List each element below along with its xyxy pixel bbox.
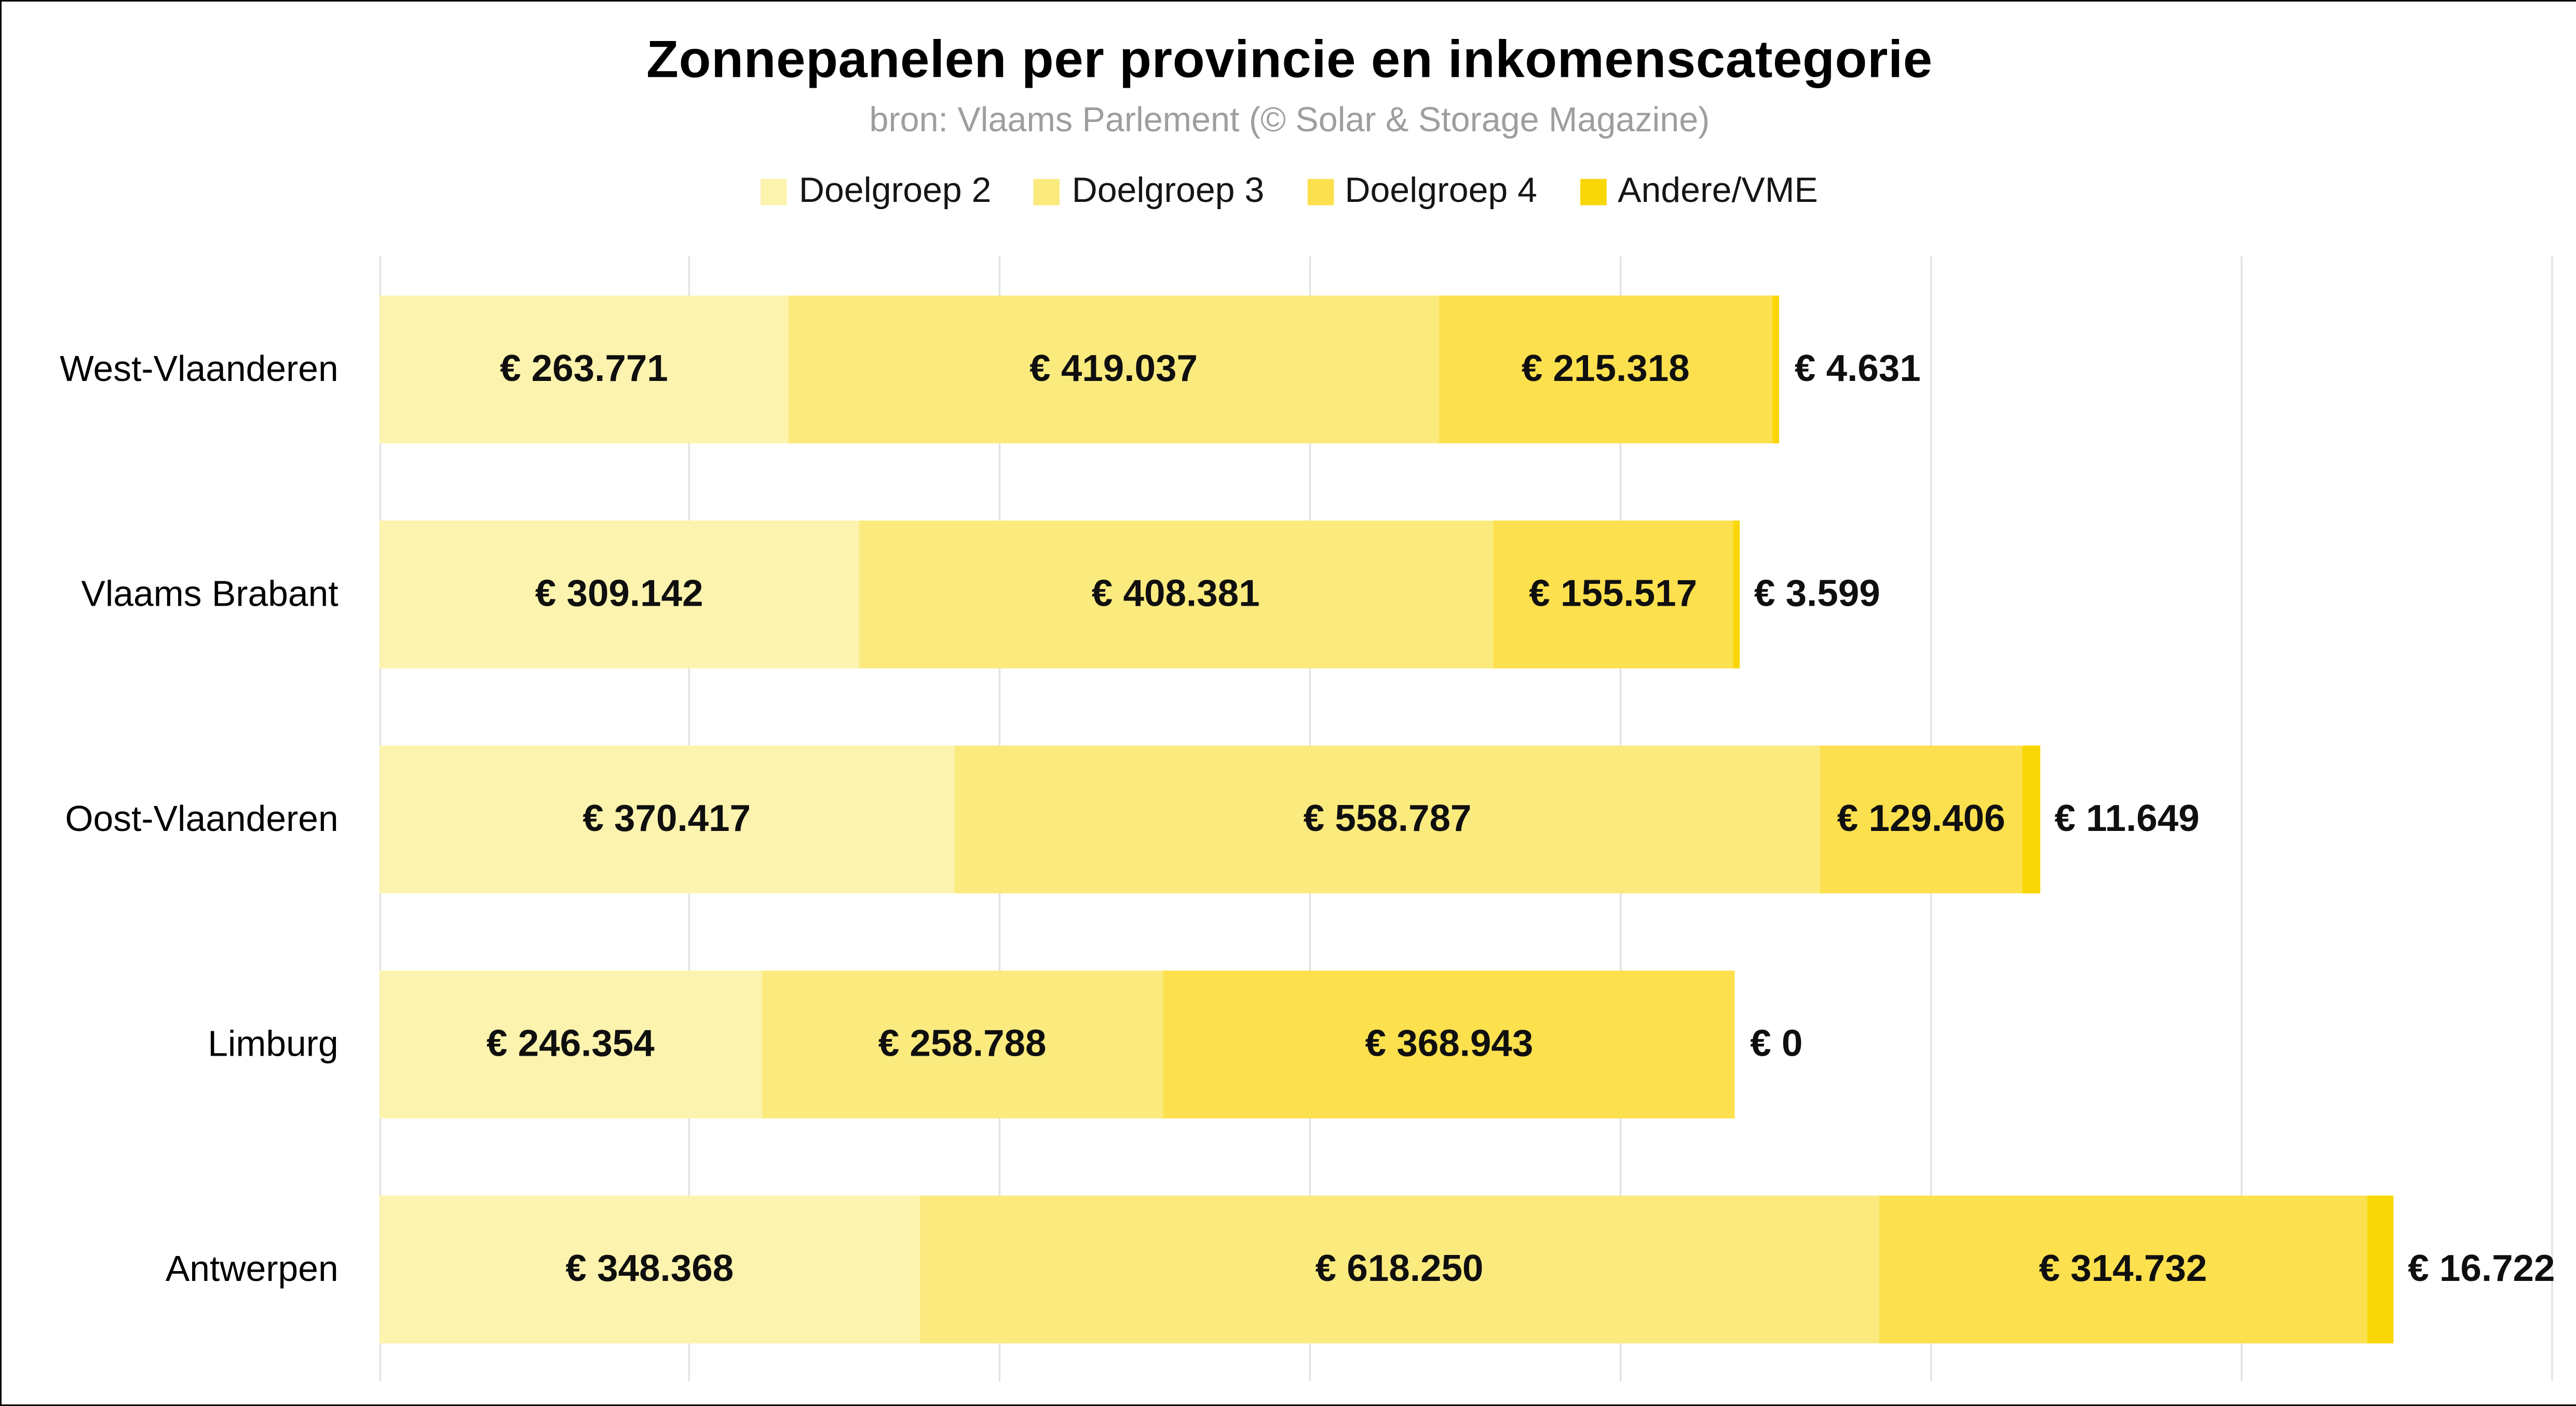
bar-row [2,931,2551,1156]
plot-area [2,256,2555,1381]
bar-track [379,706,2551,932]
segment-value-label: € 309.142 [535,571,703,615]
bar-segment [1493,520,1734,667]
segment-value-label: € 370.417 [582,796,751,839]
bar-segment [1734,520,1740,667]
segment-value-label: € 618.250 [1315,1246,1484,1289]
stacked-bar [379,745,2040,893]
legend-swatch-icon [1580,178,1606,204]
legend-swatch-icon [1307,178,1334,204]
segment-value-label: € 348.368 [565,1246,734,1289]
legend-swatch-icon [761,178,788,204]
bar-segment [1772,295,1780,443]
legend-item-label: Doelgroep 4 [1345,170,1538,210]
legend-item-label: Doelgroep 3 [1072,170,1265,210]
legend-item [1034,171,1264,212]
outside-value-label: € 3.599 [1754,571,1880,615]
bar-segment [2022,745,2040,893]
bar-segment [920,1195,1879,1343]
chart-title: Zonnepanelen per provincie en inkomenscategorie [646,29,1933,89]
bar-segment [379,970,762,1117]
bar-segment [1163,970,1735,1117]
category-label: West-Vlaanderen [60,347,338,389]
bar-track [379,256,2551,481]
segment-value-label: € 419.037 [1029,346,1198,389]
outside-value-label: € 0 [1750,1021,1803,1064]
segment-value-label: € 246.354 [486,1021,655,1064]
segment-value-label: € 368.943 [1365,1021,1534,1064]
segment-value-label: € 263.771 [499,346,668,389]
bar-segment [859,520,1493,667]
legend-item-label: Doelgroep 2 [798,170,992,210]
stacked-bar [379,970,1736,1117]
stacked-bar [379,295,1780,443]
segment-value-label: € 258.788 [878,1021,1047,1064]
legend-item [1580,171,1818,212]
bar-segment [379,295,789,443]
bar-segment [1879,1195,2367,1343]
bar-segment [379,745,954,893]
bar-segment [954,745,1821,893]
category-label: Limburg [208,1022,338,1063]
legend-swatch-icon [1034,178,1061,204]
legend [2,171,2576,212]
stacked-bar [379,1195,2393,1343]
bar-segment [789,295,1439,443]
category-label: Antwerpen [165,1247,338,1289]
chart-subtitle: bron: Vlaams Parlement (© Solar & Storage Magazine) [869,102,1710,140]
bar-row [2,256,2551,481]
segment-value-label: € 129.406 [1837,796,2005,839]
stacked-bar [379,520,1740,667]
bar-segment [379,1195,920,1343]
bar-track [379,481,2551,706]
segment-value-label: € 408.381 [1091,571,1260,615]
bar-segment [1439,295,1772,443]
outside-value-label: € 4.631 [1794,346,1921,389]
segment-value-label: € 155.517 [1529,571,1698,615]
bar-segment [379,520,859,667]
outside-value-label: € 11.649 [2054,796,2200,839]
bar-row [2,481,2551,706]
bar-segment [1821,745,2022,893]
bar-segment [2367,1195,2393,1343]
bar-track [379,1156,2555,1382]
segment-value-label: € 314.732 [2039,1246,2207,1289]
category-label: Vlaams Brabant [81,572,338,613]
segment-value-label: € 215.318 [1521,346,1690,389]
chart-stage [2,2,2576,1406]
legend-item [1307,171,1537,212]
legend-item-label: Andere/VME [1618,170,1818,210]
bar-track [379,931,2551,1156]
bar-row [2,1156,2555,1382]
bar-rows [2,256,2555,1381]
bar-segment [762,970,1163,1117]
legend-item [761,171,991,212]
outside-value-label: € 16.722 [2408,1246,2555,1289]
segment-value-label: € 558.787 [1303,796,1472,839]
bar-row [2,706,2551,932]
category-label: Oost-Vlaanderen [65,797,338,839]
